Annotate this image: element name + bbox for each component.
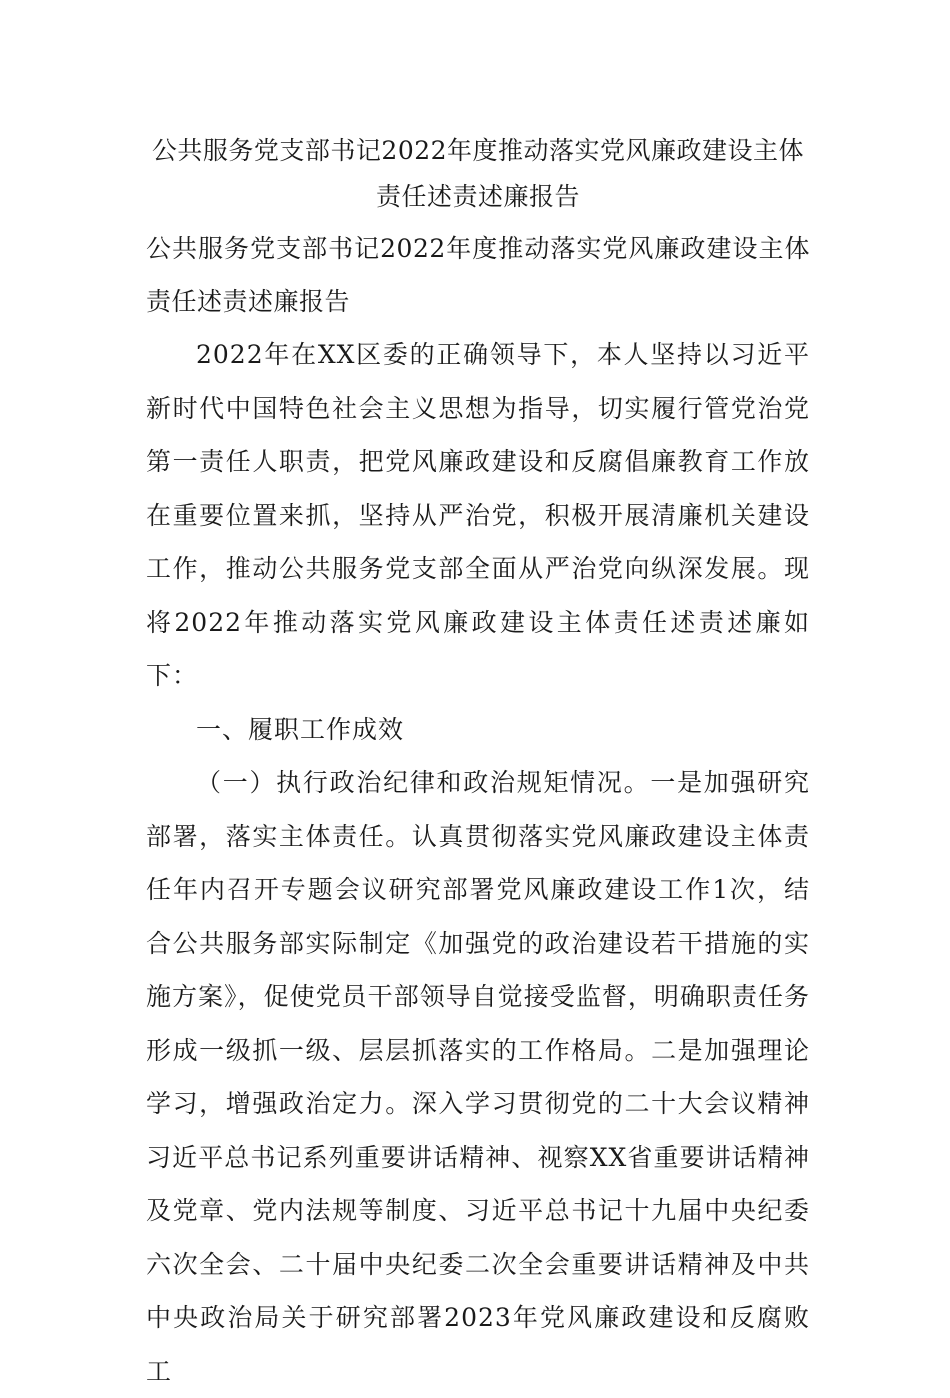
- document-title-line-2: 责任述责述廉报告: [375, 182, 580, 211]
- section-heading: 一、履职工作成效: [196, 714, 405, 744]
- document-title-line-1: 公共服务党支部书记2022年度推动落实党风廉政建设主体: [151, 136, 805, 165]
- body-paragraph: （一）执行政治纪律和政治规矩情况。一是加强研究部署，落实主体责任。认真贯彻落实党风廉政建设主体责任年内召开专题会议研究部署党风廉政建设工作1次，结合公共服务部实际制定《加强党的政治建设若干措施的实施方案》，促使党员干部领导自觉接受监督，明确职责任务形成一级抓一级、层层抓落实的工作格局。二是加强理论学习，增强政治定力。深入学习贯彻党的二十大会议精神习近平总书记系列重要讲话精神、视察XX省重要讲话精神及党章、党内法规等制度、习近平总书记十九届中央纪委六次全会、二十届中央纪委二次全会重要讲话精神及中共中央政治局关于研究部署2023年党风廉政建设和反腐败工: [146, 768, 810, 1386]
- document-title-repeat: 公共服务党支部书记2022年度推动落实党风廉政建设主体责任述责述廉报告: [146, 234, 810, 316]
- document-body: [146, 128, 810, 1398]
- intro-paragraph: 2022年在XX区委的正确领导下，本人坚持以习近平新时代中国特色社会主义思想为指导，切实履行管党治党第一责任人职责，把党风廉政建设和反腐倡廉教育工作放在重要位置来抓，坚持从严治党，积极开展清廉机关建设工作，推动公共服务党支部全面从严治党向纵深发展。现将2022年推动落实党风廉政建设主体责任述责述廉如下：: [146, 340, 810, 690]
